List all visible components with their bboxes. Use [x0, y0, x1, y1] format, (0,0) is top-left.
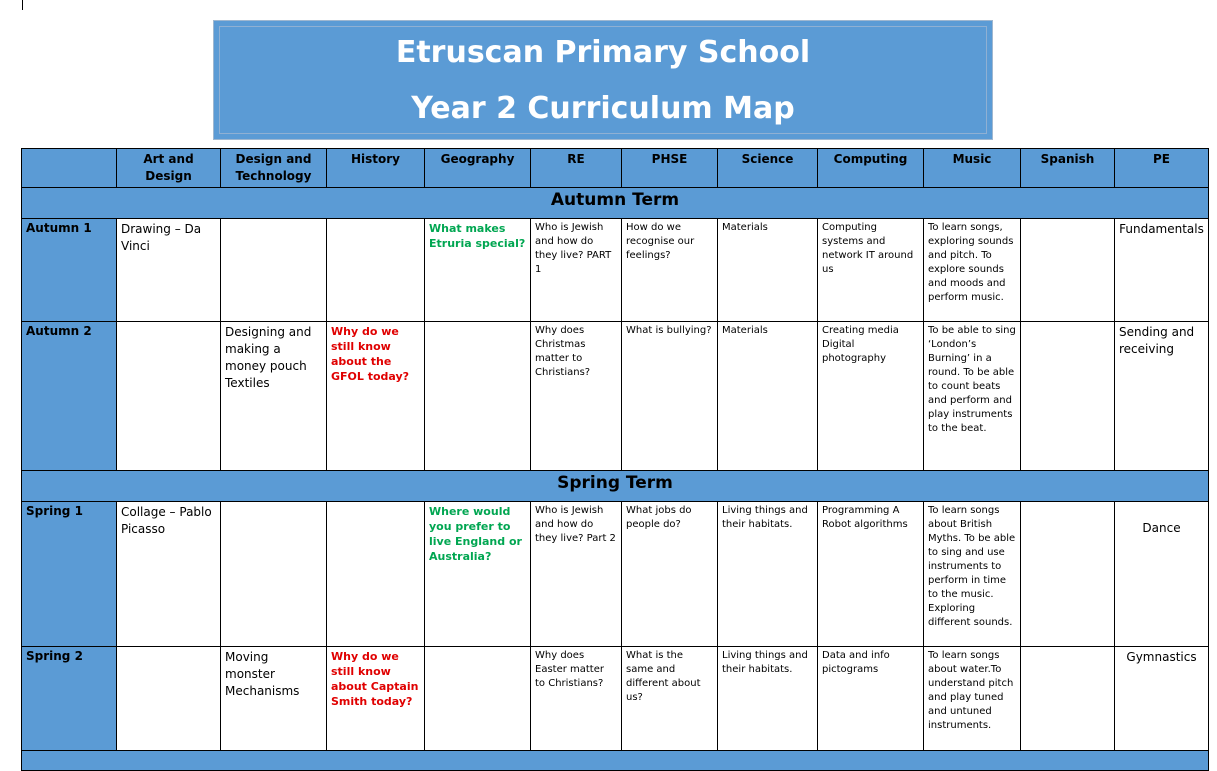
row-label: Spring 2 — [22, 647, 117, 751]
term-heading-autumn: Autumn Term — [22, 188, 1209, 219]
cell-computing: Data and info pictograms — [818, 647, 924, 751]
cell-re: Why does Easter matter to Christians? — [531, 647, 622, 751]
cell-computing: Computing systems and network IT around us — [818, 219, 924, 322]
cell-phse: What jobs do people do? — [622, 502, 718, 647]
cell-pe: Fundamentals — [1115, 219, 1209, 322]
header-phse: PHSE — [622, 149, 718, 188]
cell-history — [327, 502, 425, 647]
cell-science: Living things and their habitats. — [718, 647, 818, 751]
title-banner-inner — [219, 26, 987, 134]
row-label: Autumn 2 — [22, 322, 117, 471]
cell-re: Why does Christmas matter to Christians? — [531, 322, 622, 471]
cell-pe: Dance — [1115, 502, 1209, 647]
cell-science: Living things and their habitats. — [718, 502, 818, 647]
cell-dt — [221, 502, 327, 647]
cell-spanish — [1021, 322, 1115, 471]
header-corner — [22, 149, 117, 188]
header-re: RE — [531, 149, 622, 188]
cell-geography — [425, 647, 531, 751]
cell-computing: Creating media Digital photography — [818, 322, 924, 471]
cell-phse: How do we recognise our feelings? — [622, 219, 718, 322]
cell-pe: Sending and receiving — [1115, 322, 1209, 471]
header-pe: PE — [1115, 149, 1209, 188]
row-label: Autumn 1 — [22, 219, 117, 322]
row-label: Spring 1 — [22, 502, 117, 647]
cell-art: Collage – Pablo Picasso — [117, 502, 221, 647]
cell-phse: What is bullying? — [622, 322, 718, 471]
cell-music: To be able to sing ‘London’s Burning’ in a round. To be able to count beats and perform and play instruments to the beat. — [924, 322, 1021, 471]
header-music: Music — [924, 149, 1021, 188]
cell-spanish — [1021, 502, 1115, 647]
header-history: History — [327, 149, 425, 188]
header-art: Art and Design — [117, 149, 221, 188]
header-computing: Computing — [818, 149, 924, 188]
cell-spanish — [1021, 647, 1115, 751]
term-heading-next-partial — [22, 751, 1209, 771]
cell-music: To learn songs about British Myths. To be able to sing and use instruments to perform in time to the music. Exploring different sounds. — [924, 502, 1021, 647]
cell-geography: What makes Etruria special? — [425, 219, 531, 322]
term-row-next-partial — [22, 751, 1209, 771]
cell-science: Materials — [718, 322, 818, 471]
cell-geography: Where would you prefer to live England or Australia? — [425, 502, 531, 647]
cell-history: Why do we still know about Captain Smith today? — [327, 647, 425, 751]
table-row — [22, 322, 1209, 471]
cell-dt: Designing and making a money pouch Textiles — [221, 322, 327, 471]
map-title: Year 2 Curriculum Map — [411, 91, 795, 126]
cell-geography — [425, 322, 531, 471]
cell-phse: What is the same and different about us? — [622, 647, 718, 751]
cell-science: Materials — [718, 219, 818, 322]
header-row — [22, 149, 1209, 188]
term-heading-spring: Spring Term — [22, 471, 1209, 502]
table-row — [22, 219, 1209, 322]
cell-re: Who is Jewish and how do they live? Part 2 — [531, 502, 622, 647]
cell-dt — [221, 219, 327, 322]
header-science: Science — [718, 149, 818, 188]
text-cursor — [22, 0, 23, 10]
cell-art — [117, 647, 221, 751]
cell-spanish — [1021, 219, 1115, 322]
cell-dt: Moving monster Mechanisms — [221, 647, 327, 751]
cell-history — [327, 219, 425, 322]
header-geography: Geography — [425, 149, 531, 188]
term-row-spring — [22, 471, 1209, 502]
cell-pe: Gymnastics — [1115, 647, 1209, 751]
term-row-autumn — [22, 188, 1209, 219]
table-row — [22, 647, 1209, 751]
header-dt: Design and Technology — [221, 149, 327, 188]
cell-re: Who is Jewish and how do they live? PART 1 — [531, 219, 622, 322]
cell-art — [117, 322, 221, 471]
cell-music: To learn songs about water.To understand pitch and play tuned and untuned instruments. — [924, 647, 1021, 751]
curriculum-table — [21, 148, 1209, 771]
title-banner — [213, 20, 993, 140]
cell-computing: Programming A Robot algorithms — [818, 502, 924, 647]
table-row — [22, 502, 1209, 647]
cell-music: To learn songs, exploring sounds and pitch. To explore sounds and moods and perform music. — [924, 219, 1021, 322]
cell-art: Drawing – Da Vinci — [117, 219, 221, 322]
header-spanish: Spanish — [1021, 149, 1115, 188]
school-name: Etruscan Primary School — [395, 35, 811, 70]
cell-history: Why do we still know about the GFOL today? — [327, 322, 425, 471]
